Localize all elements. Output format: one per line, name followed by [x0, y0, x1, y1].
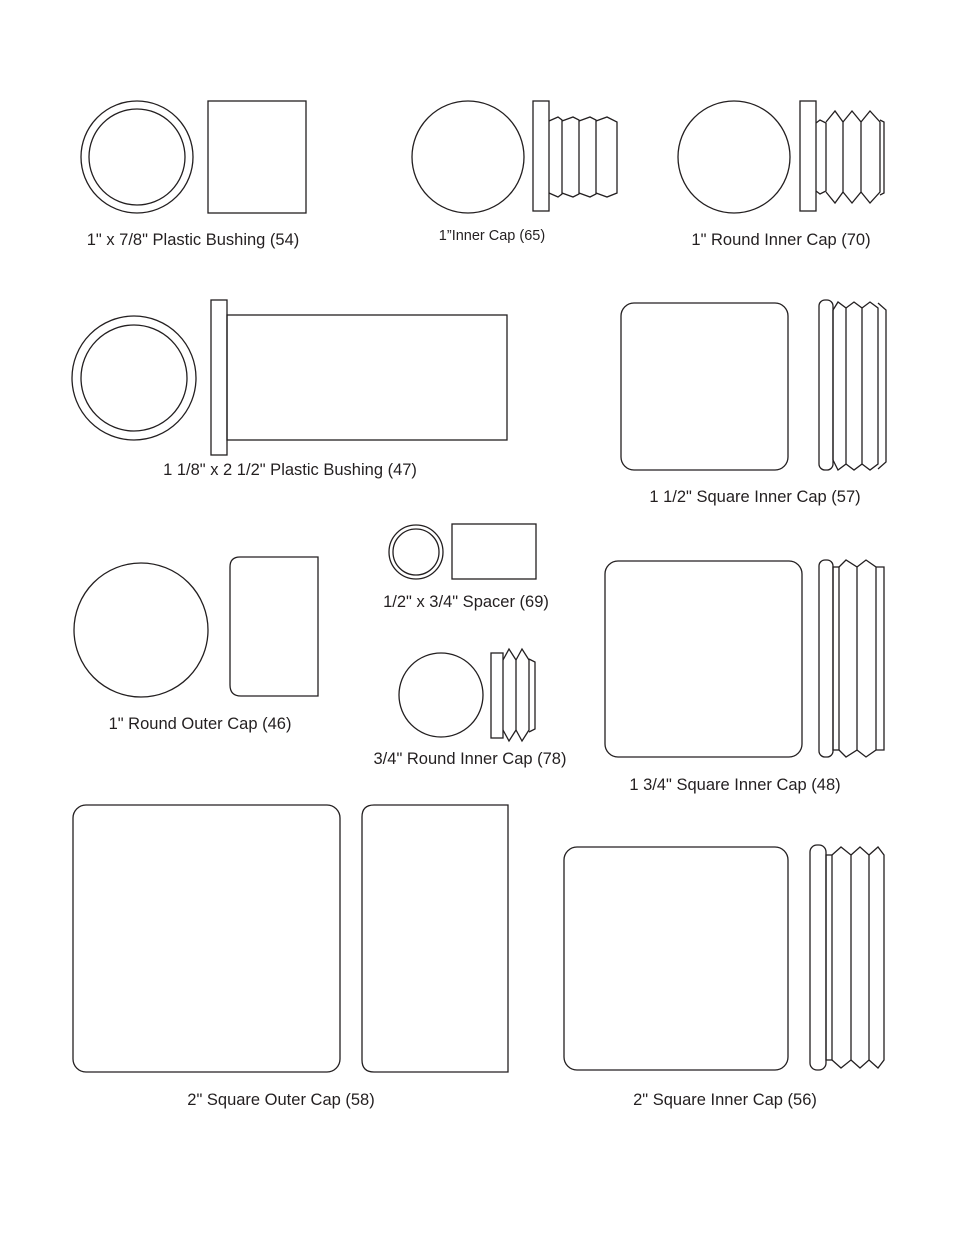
part-65-end-view [412, 101, 524, 213]
part-69-end-view [389, 525, 443, 579]
part-69-spacer-drawing [389, 524, 536, 579]
part-48-square-inner-cap-drawing [605, 560, 884, 757]
part-54-bore [89, 109, 185, 205]
part-57-rib [846, 302, 862, 470]
part-56-flange [810, 845, 826, 1070]
part-48-flange [819, 560, 833, 757]
part-70-label: 1" Round Inner Cap (70) [691, 231, 871, 249]
part-78-tip [529, 659, 535, 732]
part-47-sleeve [227, 315, 507, 440]
part-69-side-view [452, 524, 536, 579]
part-57-tip [878, 303, 886, 469]
part-54-end-view [81, 101, 193, 213]
part-78-end-view [399, 653, 483, 737]
part-58-top-view [73, 805, 340, 1072]
part-56-label: 2" Square Inner Cap (56) [633, 1091, 817, 1109]
part-56-rib [851, 847, 869, 1068]
part-48-wall [833, 567, 839, 750]
part-56-rib [832, 847, 851, 1068]
part-57-label: 1 1/2" Square Inner Cap (57) [649, 488, 861, 506]
part-46-round-outer-cap-drawing [74, 557, 318, 697]
part-56-wall [826, 855, 832, 1060]
part-57-square-inner-cap-drawing [621, 300, 886, 470]
part-54-plastic-bushing-drawing [81, 101, 306, 213]
part-70-end-view [678, 101, 790, 213]
part-58-side-view [362, 805, 508, 1072]
part-47-bore [81, 325, 187, 431]
part-70-rib [816, 120, 826, 194]
part-57-rib [862, 302, 878, 470]
part-58-label: 2" Square Outer Cap (58) [187, 1091, 375, 1109]
part-78-label: 3/4" Round Inner Cap (78) [373, 750, 567, 768]
part-46-label: 1" Round Outer Cap (46) [108, 715, 292, 733]
part-48-rib [839, 560, 857, 757]
part-46-side-view [230, 557, 318, 696]
part-48-rib [857, 560, 876, 757]
part-47-plastic-bushing-drawing [72, 300, 507, 455]
part-78-round-inner-cap-drawing [399, 649, 535, 741]
part-48-top-view [605, 561, 802, 757]
part-57-top-view [621, 303, 788, 470]
part-54-label: 1" x 7/8" Plastic Bushing (54) [86, 231, 300, 249]
part-65-rib [562, 117, 579, 197]
part-65-rib [549, 117, 562, 197]
part-56-top-view [564, 847, 788, 1070]
part-58-square-outer-cap-drawing [73, 805, 508, 1072]
part-54-side-view [208, 101, 306, 213]
part-70-round-inner-cap-drawing [678, 101, 884, 213]
part-56-square-inner-cap-drawing [564, 845, 884, 1070]
part-78-flange [491, 653, 503, 738]
part-48-tip [876, 567, 884, 750]
part-56-rib [869, 847, 884, 1068]
part-70-rib [843, 111, 861, 203]
part-65-inner-cap-drawing [412, 101, 617, 213]
part-47-label: 1 1/8" x 2 1/2" Plastic Bushing (47) [163, 461, 417, 479]
part-78-rib [516, 649, 529, 741]
part-57-rib [833, 302, 846, 470]
part-70-rib [826, 111, 843, 203]
part-65-flange [533, 101, 549, 211]
part-69-label: 1/2" x 3/4" Spacer (69) [383, 593, 549, 611]
part-47-flange [211, 300, 227, 455]
part-46-end-view [74, 563, 208, 697]
part-48-label: 1 3/4" Square Inner Cap (48) [629, 776, 841, 794]
part-70-rib [861, 111, 880, 203]
part-78-rib [503, 649, 516, 741]
part-57-flange [819, 300, 833, 470]
part-65-rib [596, 117, 617, 197]
part-70-flange [800, 101, 816, 211]
part-65-label: 1”Inner Cap (65) [438, 228, 546, 244]
part-69-bore [393, 529, 439, 575]
part-47-end-view [72, 316, 196, 440]
part-65-rib [579, 117, 596, 197]
